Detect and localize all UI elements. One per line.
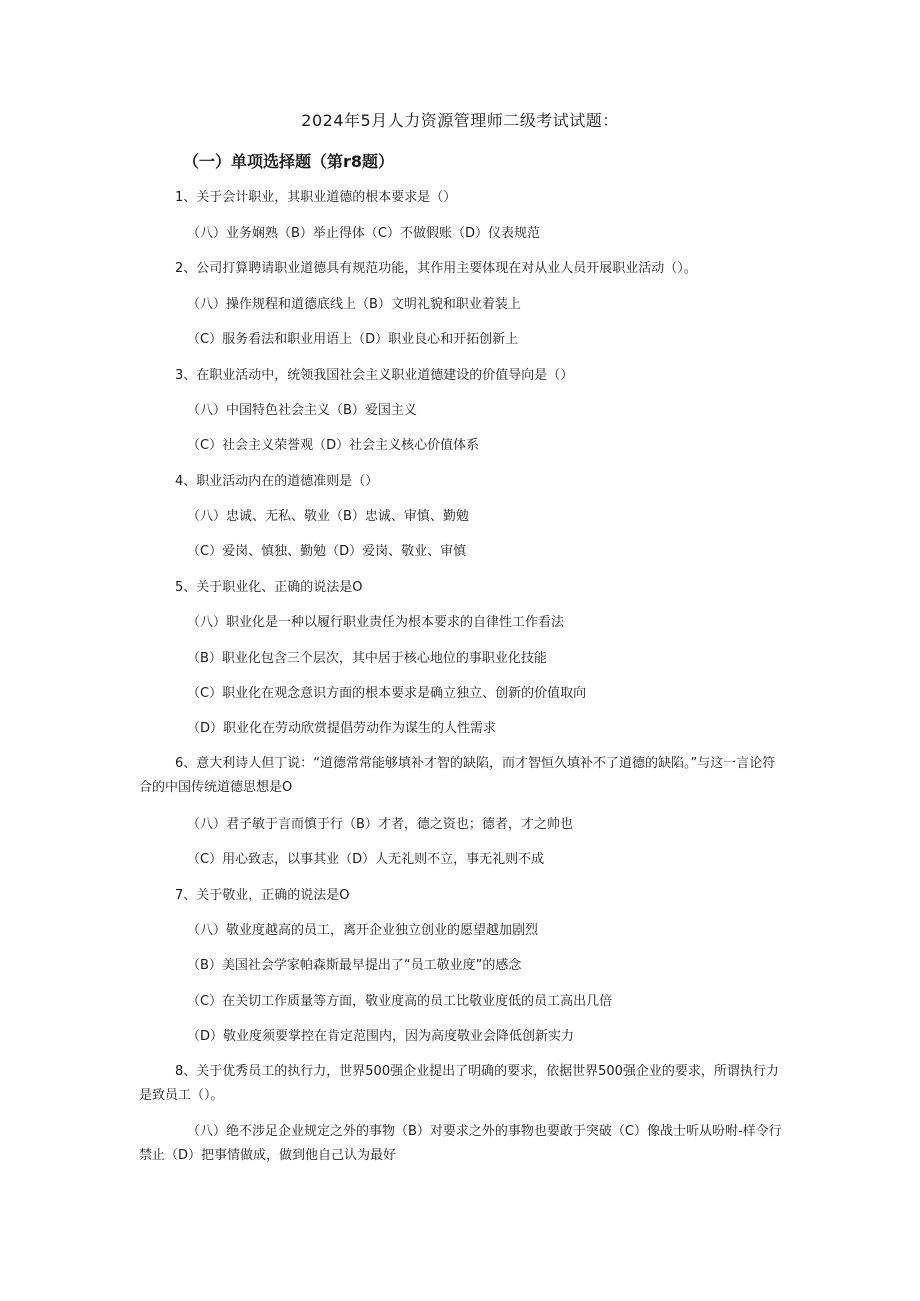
question-7: 7、关于敬业，正确的说法是O (175, 888, 350, 903)
question-5: 5、关于职业化、正确的说法是O (175, 580, 363, 595)
question-1: 1、关于会计职业，其职业道德的根本要求是（） (175, 190, 457, 205)
question-6-options-ab: （八）君子敏于言而慎于行（B）才者，德之资也；德者，才之帅也 (187, 817, 573, 832)
question-4-options-ab: （八）忠诚、无私、敬业（B）忠诚、审慎、勤勉 (187, 509, 469, 524)
page-title: 2024年5月人力资源管理师二级考试试题： (301, 111, 619, 130)
question-6: 6、意大利诗人但丁说：“道德常常能够填补才智的缺陷，而才智恒久填补不了道德的缺陷。”与这一言论符合的中国传统道德思想是O (139, 756, 776, 795)
question-3-options-cd: （C）社会主义荣誉观（D）社会主义核心价值体系 (187, 438, 480, 453)
question-7-option-c: （C）在关切工作质量等方面，敬业度高的员工比敬业度低的员工高出几倍 (187, 994, 613, 1009)
question-5-option-c: （C）职业化在观念意识方面的根本要求是确立独立、创新的价值取向 (187, 686, 587, 701)
question-2-options-ab: （八）操作规程和道德底线上（B）文明礼貌和职业着装上 (187, 297, 521, 312)
question-5-option-b: （B）职业化包含三个层次，其中居于核心地位的事职业化技能 (187, 651, 547, 666)
question-5-option-a: （八）职业化是一种以履行职业责任为根本要求的自律性工作看法 (187, 615, 565, 630)
question-7-option-a: （八）敬业度越高的员工，离开企业独立创业的愿望越加剧烈 (187, 923, 539, 938)
question-7-option-b: （B）美国社会学家帕森斯最早提出了“员工敬业度”的感念 (187, 958, 522, 973)
question-8-options: （八）绝不涉足企业规定之外的事物（B）对要求之外的事物也要敢于突破（C）像战士听从吩咐-样令行禁止（D）把事情做成，做到他自己认为最好 (139, 1124, 782, 1163)
section-heading: （一）单项选择题（第r8题） (183, 152, 395, 171)
question-4: 4、职业活动内在的道德准则是（） (175, 474, 379, 489)
question-5-option-d: （D）职业化在劳动欣赏提倡劳动作为谋生的人性需求 (187, 721, 497, 736)
question-2: 2、公司打算聘请职业道德具有规范功能，其作用主要体现在对从业人员开展职业活动（）。 (175, 261, 697, 276)
question-1-options: （八）业务娴熟（B）举止得体（C）不做假账（D）仪表规范 (187, 226, 541, 241)
question-7-option-d: （D）敬业度须要掌控在肯定范围内，因为高度敬业会降低创新实力 (187, 1029, 575, 1044)
question-6-options-cd: （C）用心致志，以事其业（D）人无礼则不立，事无礼则不成 (187, 852, 545, 867)
question-4-options-cd: （C）爱岗、慎独、勤勉（D）爱岗、敬业、审慎 (187, 544, 467, 559)
question-8: 8、关于优秀员工的执行力，世界500强企业提出了明确的要求，依据世界500强企业的要求，所谓执行力是致员工（）。 (139, 1064, 779, 1103)
question-3: 3、在职业活动中，统领我国社会主义职业道德建设的价值导向是（） (175, 368, 574, 383)
question-2-options-cd: （C）服务看法和职业用语上（D）职业良心和开拓创新上 (187, 332, 519, 347)
question-3-options-ab: （八）中国特色社会主义（B）爱国主义 (187, 403, 417, 418)
